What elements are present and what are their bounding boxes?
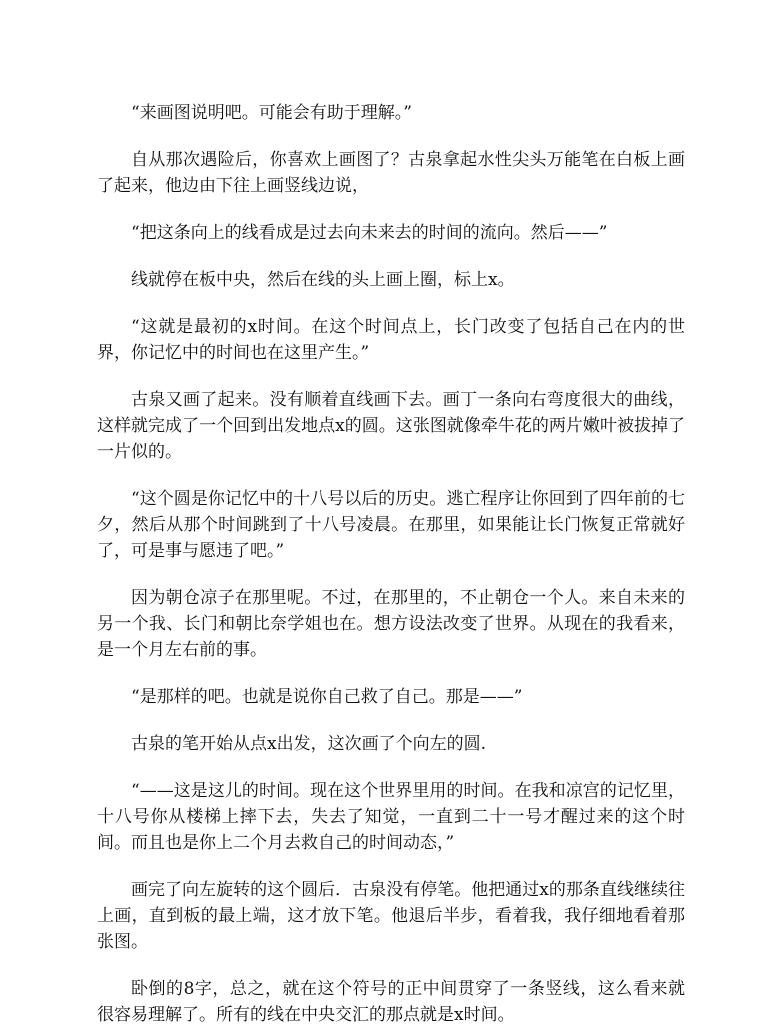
paragraph-1: “来画图说明吧。可能会有助于理解。” — [131, 103, 412, 123]
paragraph-12: 画完了向左旋转的这个圆后．古泉没有停笔。他把通过x的那条直线继续往上画，直到板的最上端，这才放下笔。他退后半步，看着我，我仔细地看着那张图。 — [97, 880, 685, 952]
paragraph-5: “这就是最初的x时间。在这个时间点上，长门改变了包括自己在内的世界，你记忆中的时间也在这里产生。” — [97, 317, 685, 363]
paragraph-4: 线就停在板中央，然后在线的头上画上圈，标上x。 — [131, 270, 515, 290]
paragraph-9: “是那样的吧。也就是说你自己救了自己。那是——” — [131, 687, 523, 707]
paragraph-6: 古泉又画了起来。没有顺着直线画下去。画丁一条向右弯度很大的曲线，这样就完成了一个回到出发地点x的圆。这张图就像牵牛花的两片嫩叶被拔掉了一片似的。 — [97, 390, 685, 462]
paragraph-11: “——这是这儿的时间。现在这个世界里用的时间。在我和凉宫的记忆里，十八号你从楼梯上摔下去，失去了知觉，一直到二十一号才醒过来的这个时间。而且也是你上二个月去救自己的时间动态，” — [97, 781, 685, 853]
paragraph-3: “把这条向上的线看成是过去向未来去的时间的流向。然后——” — [131, 223, 608, 243]
paragraph-8: 因为朝仓凉子在那里呢。不过，在那里的，不止朝仓一个人。来自未来的另一个我、长门和朝比奈学姐也在。想方设法改变了世界。从现在的我看来，是一个月左右前的事。 — [97, 588, 685, 660]
paragraph-7: “这个圆是你记忆中的十八号以后的历史。逃亡程序让你回到了四年前的七夕，然后从那个时间跳到了十八号凌晨。在那里，如果能让长门恢复正常就好了，可是事与愿违了吧。” — [97, 489, 685, 561]
paragraph-13: 卧倒的8字，总之，就在这个符号的正中间贯穿了一条竖线，这么看来就很容易理解了。所有的线在中央交汇的那点就是x时间。 — [97, 979, 685, 1025]
paragraph-10: 古泉的笔开始从点x出发，这次画了个向左的圆. — [131, 734, 486, 754]
paragraph-2: 自从那次遇险后，你喜欢上画图了？古泉拿起水性尖头万能笔在白板上画了起来，他边由下往上画竖线边说， — [97, 150, 685, 196]
